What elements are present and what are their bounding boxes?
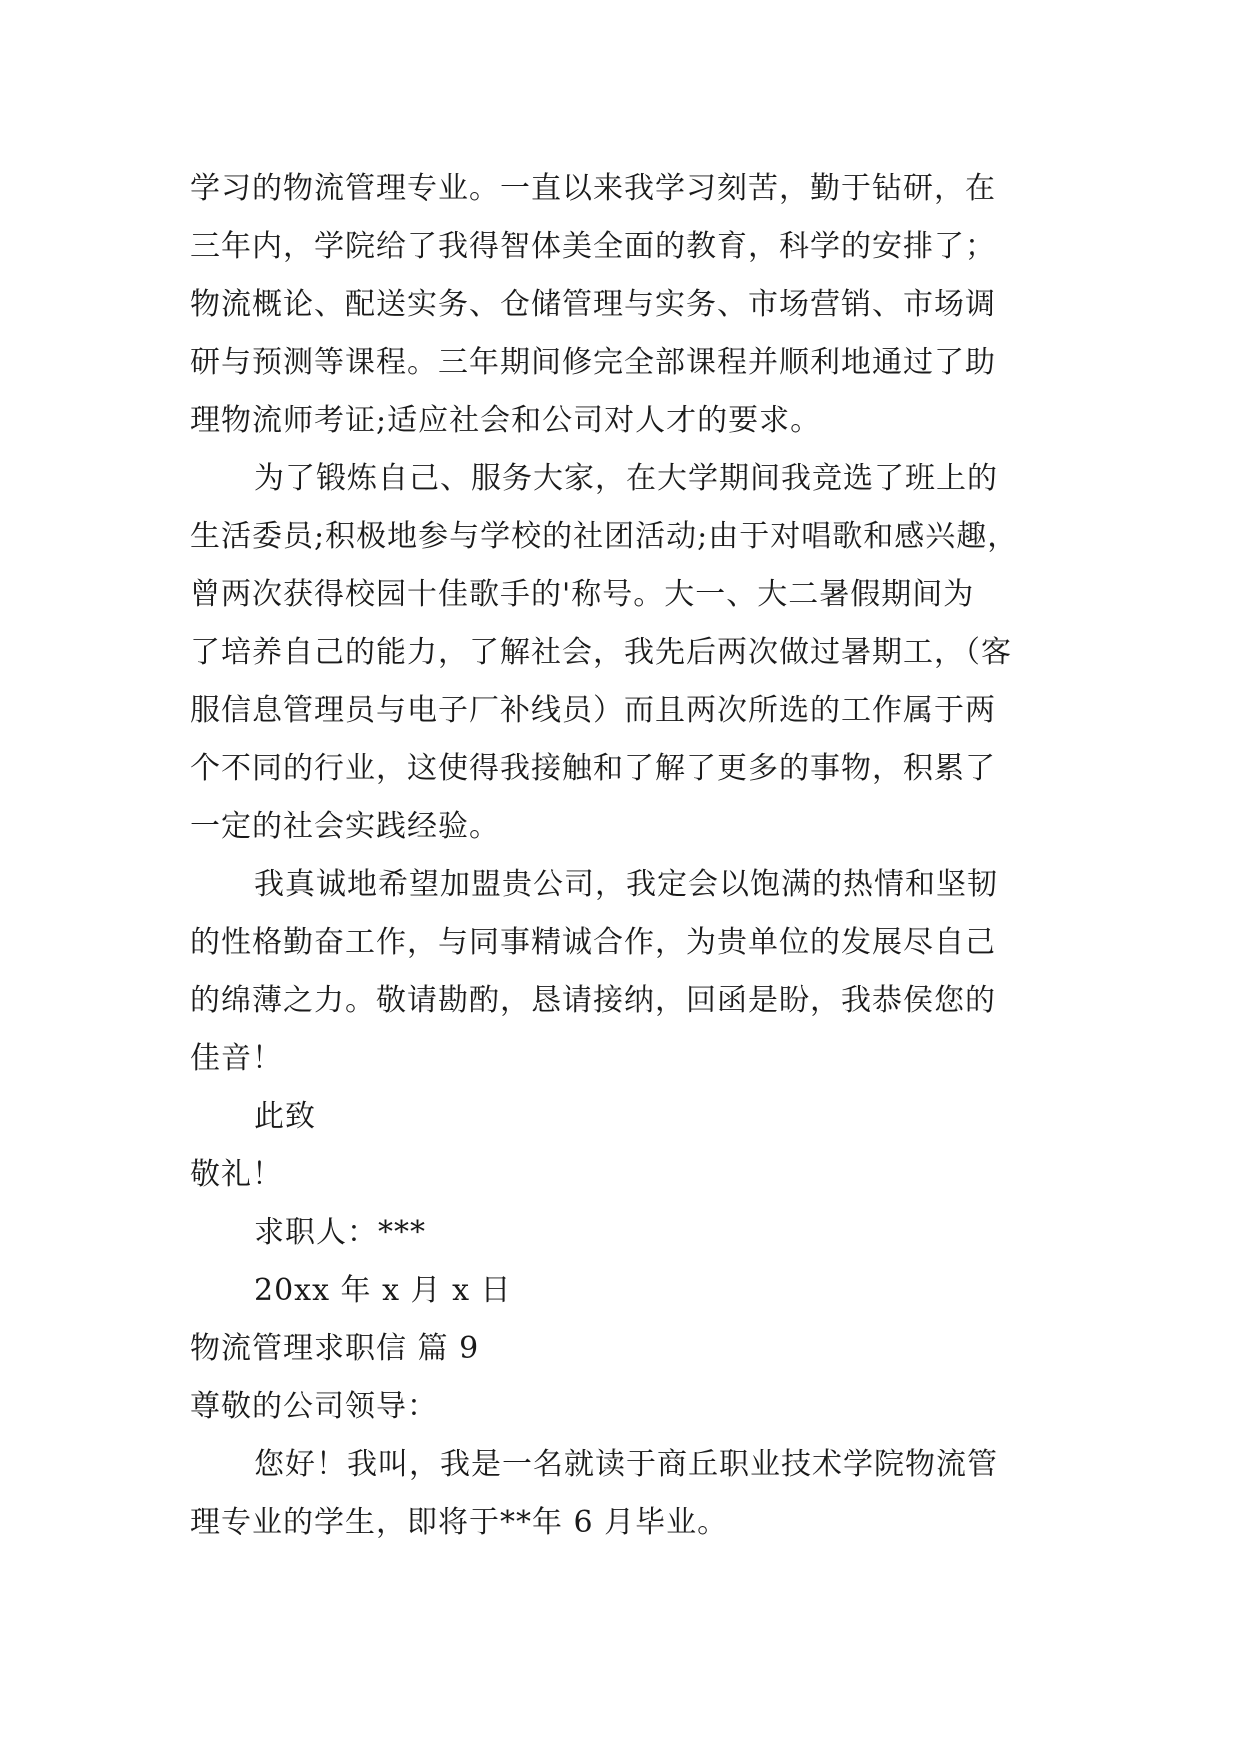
text-line: 物流概论、配送实务、仓储管理与实务、市场营销、市场调 <box>190 287 996 322</box>
text-line: 三年内，学院给了我得智体美全面的教育，科学的安排了； <box>190 229 996 264</box>
signature-line: 求职人：*** <box>254 1215 426 1250</box>
text-line: 佳音！ <box>190 1041 283 1076</box>
paragraph-start-line: 为了锻炼自己、服务大家，在大学期间我竞选了班上的 <box>254 461 998 496</box>
text-line: 理专业的学生，即将于**年 6 月毕业。 <box>190 1505 729 1540</box>
paragraph-start-line: 我真诚地希望加盟贵公司，我定会以饱满的热情和坚韧 <box>254 867 998 902</box>
text-line: 的性格勤奋工作，与同事精诚合作，为贵单位的发展尽自己 <box>190 925 996 960</box>
date-line: 20xx 年 x 月 x 日 <box>254 1273 512 1308</box>
paragraph-start-line: 您好！我叫，我是一名就读于商丘职业技术学院物流管 <box>254 1447 998 1482</box>
text-line: 研与预测等课程。三年期间修完全部课程并顺利地通过了助 <box>190 345 996 380</box>
section-title: 物流管理求职信 篇 9 <box>190 1331 480 1366</box>
text-line: 一定的社会实践经验。 <box>190 809 500 844</box>
text-line: 了培养自己的能力，了解社会，我先后两次做过暑期工，（客 <box>190 635 1012 670</box>
greeting-line: 尊敬的公司领导： <box>190 1389 438 1424</box>
text-line: 的绵薄之力。敬请勘酌，恳请接纳，回函是盼，我恭侯您的 <box>190 983 996 1018</box>
text-line: 理物流师考证;适应社会和公司对人才的要求。 <box>190 403 822 438</box>
salutation-line: 敬礼！ <box>190 1157 283 1192</box>
text-line: 学习的物流管理专业。一直以来我学习刻苦，勤于钻研，在 <box>190 171 996 206</box>
closing-line: 此致 <box>254 1099 316 1134</box>
document-body <box>190 160 1050 1552</box>
text-line: 服信息管理员与电子厂补线员）而且两次所选的工作属于两 <box>190 693 996 728</box>
text-line: 个不同的行业，这使得我接触和了解了更多的事物，积累了 <box>190 751 996 786</box>
text-line: 生活委员;积极地参与学校的社团活动;由于对唱歌和感兴趣， <box>190 519 1019 554</box>
text-line: 曾两次获得校园十佳歌手的'称号。大一、大二暑假期间为 <box>190 577 975 612</box>
